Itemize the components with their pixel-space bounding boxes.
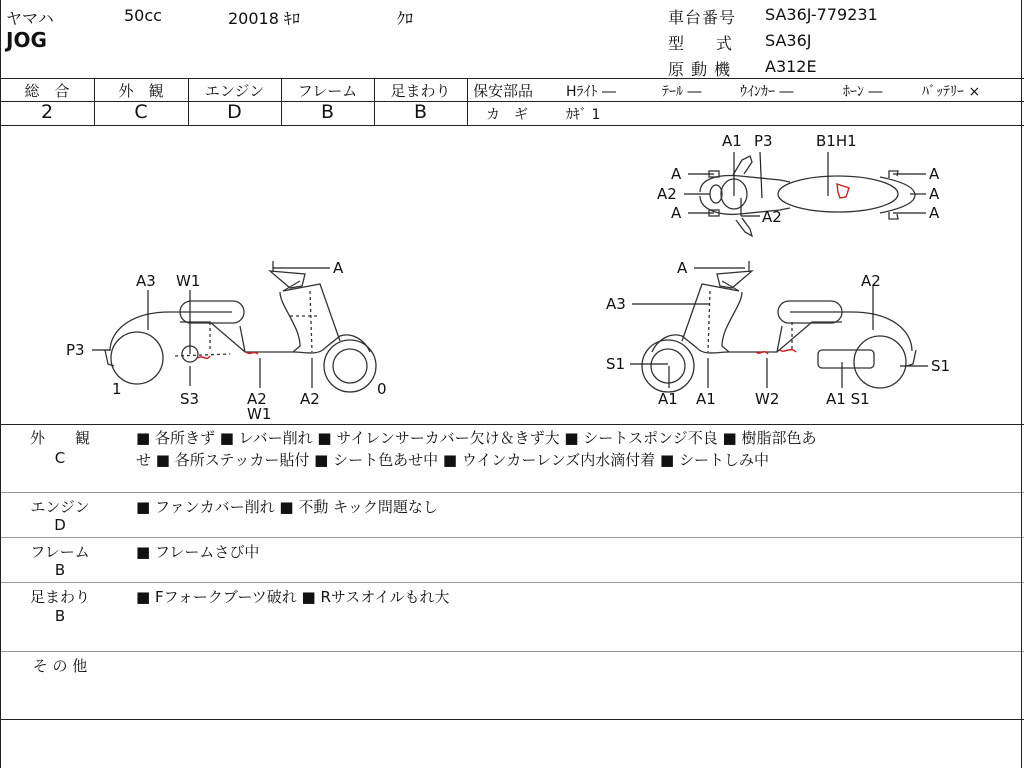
diagram-label: A2 bbox=[300, 390, 320, 408]
grade-label-overall: 総 合 bbox=[24, 82, 70, 100]
diagram-label: 0 bbox=[377, 380, 387, 398]
remark-grade-frame: B bbox=[54, 561, 66, 579]
grid-line bbox=[0, 424, 1024, 425]
type-value: SA36J bbox=[765, 31, 812, 50]
remark-title-other: そ の 他 bbox=[32, 657, 88, 675]
grade-value-frame: B bbox=[320, 101, 335, 123]
right-view-leaders bbox=[630, 268, 928, 388]
remark-line: ■ Fフォークブーツ破れ ■ Rサスオイルもれ大 bbox=[136, 588, 450, 606]
damage-mark bbox=[780, 350, 796, 352]
grid-line bbox=[467, 101, 1024, 102]
diagram-label: A bbox=[929, 165, 940, 183]
diagram-label: A2 bbox=[247, 390, 267, 408]
grade-value-suspension: B bbox=[413, 101, 428, 123]
border-line bbox=[0, 0, 1, 768]
diagram-label: W2 bbox=[755, 390, 780, 408]
diagram-label: A bbox=[929, 185, 940, 203]
safety-horn: ﾎｰﾝ ― bbox=[843, 84, 883, 100]
diagram-label: A1 bbox=[722, 132, 742, 150]
grade-label-suspension: 足まわり bbox=[390, 82, 451, 100]
top-view-labels bbox=[657, 132, 940, 226]
frame-number-value: SA36J-779231 bbox=[765, 5, 878, 24]
diagram-label: A2 bbox=[861, 272, 881, 290]
diagram-label: 1 bbox=[112, 380, 122, 398]
grid-line bbox=[0, 492, 1024, 493]
right-view-labels bbox=[606, 259, 950, 408]
damage-mark bbox=[837, 184, 849, 198]
diagram-label: A bbox=[671, 165, 682, 183]
diagram-label: B1H1 bbox=[816, 132, 857, 150]
damage-mark bbox=[246, 352, 258, 354]
grade-value-engine: D bbox=[227, 101, 242, 123]
diagram-label: A1 bbox=[658, 390, 678, 408]
displacement: 50cc bbox=[124, 6, 162, 25]
remark-line: せ ■ 各所ステッカー貼付 ■ シート色あせ中 ■ ウインカーレンズ内水滴付着 ■ シートしみ中 bbox=[136, 451, 769, 469]
color-name: ｸﾛ bbox=[397, 9, 414, 28]
year-mark: 20018 ｷﾛ bbox=[228, 9, 300, 28]
grade-label-frame: フレーム bbox=[297, 82, 358, 100]
diagram-label: W1 bbox=[247, 405, 272, 423]
safety-tail: ﾃｰﾙ ― bbox=[662, 84, 702, 100]
remark-grade-suspension: B bbox=[54, 607, 66, 625]
damage-diagram bbox=[0, 126, 1024, 424]
diagram-label: A2 bbox=[762, 208, 782, 226]
remark-title-engine: エンジン bbox=[30, 498, 90, 516]
diagram-label: A1 S1 bbox=[826, 390, 870, 408]
model-name: JOG bbox=[6, 28, 47, 52]
grid-line bbox=[0, 719, 1024, 720]
diagram-label: A3 bbox=[136, 272, 156, 290]
grid-line bbox=[0, 651, 1024, 652]
diagram-label: S1 bbox=[606, 355, 626, 373]
top-view-scooter bbox=[700, 156, 915, 236]
remark-title-frame: フレーム bbox=[30, 543, 90, 561]
diagram-label: A1 bbox=[696, 390, 716, 408]
remark-line: ■ フレームさび中 bbox=[136, 543, 260, 561]
engine-value: A312E bbox=[765, 57, 817, 76]
diagram-label: A2 bbox=[657, 185, 677, 203]
diagram-label: P3 bbox=[754, 132, 773, 150]
frame-number-label: 車台番号 bbox=[668, 8, 737, 27]
diagram-label: A bbox=[677, 259, 688, 277]
engine-label: 原 動 機 bbox=[668, 60, 732, 79]
maker: ヤマハ bbox=[6, 9, 54, 28]
remark-grade-engine: D bbox=[54, 516, 66, 534]
grid-line bbox=[0, 582, 1024, 583]
damage-mark bbox=[198, 356, 210, 358]
safety-winker: ｳｲﾝｶｰ ― bbox=[740, 84, 794, 100]
remark-title-suspension: 足まわり bbox=[29, 588, 90, 606]
key-value: ｶｷﾞ 1 bbox=[566, 107, 601, 123]
diagram-label: A bbox=[333, 259, 344, 277]
diagram-label: A3 bbox=[606, 295, 626, 313]
border-line bbox=[1021, 0, 1022, 768]
safety-battery: ﾊﾞｯﾃﾘｰ × bbox=[922, 84, 981, 100]
top-view-leaders bbox=[684, 152, 926, 216]
diagram-label: S1 bbox=[931, 357, 951, 375]
diagram-label: A bbox=[671, 204, 682, 222]
type-label: 型 式 bbox=[668, 34, 733, 53]
left-view-leaders bbox=[92, 268, 330, 388]
grade-value-overall: 2 bbox=[40, 101, 54, 123]
left-view-labels bbox=[66, 259, 387, 423]
grade-label-engine: エンジン bbox=[204, 82, 265, 100]
grid-line bbox=[0, 537, 1024, 538]
remark-line: ■ ファンカバー削れ ■ 不動 キック問題なし bbox=[136, 498, 438, 516]
grid-line bbox=[467, 78, 468, 125]
diagram-label: A bbox=[929, 204, 940, 222]
remark-line: ■ 各所きず ■ レバー削れ ■ サイレンサーカバー欠け＆きず大 ■ シートスポンジ不良 ■ 樹脂部色あ bbox=[136, 429, 817, 447]
grade-value-appearance: C bbox=[134, 101, 148, 123]
diagram-label: P3 bbox=[66, 341, 85, 359]
diagram-label: S3 bbox=[180, 390, 200, 408]
key-label: カ ギ bbox=[486, 107, 528, 123]
diagram-label: W1 bbox=[176, 272, 201, 290]
grade-label-appearance: 外 観 bbox=[118, 82, 164, 100]
safety-headlight: Hﾗｲﾄ ― bbox=[566, 84, 616, 100]
remark-title-appearance: 外 観 bbox=[29, 429, 90, 447]
grid-line bbox=[0, 78, 1024, 79]
remark-grade-appearance: C bbox=[54, 449, 66, 467]
safety-label: 保安部品 bbox=[473, 82, 534, 100]
